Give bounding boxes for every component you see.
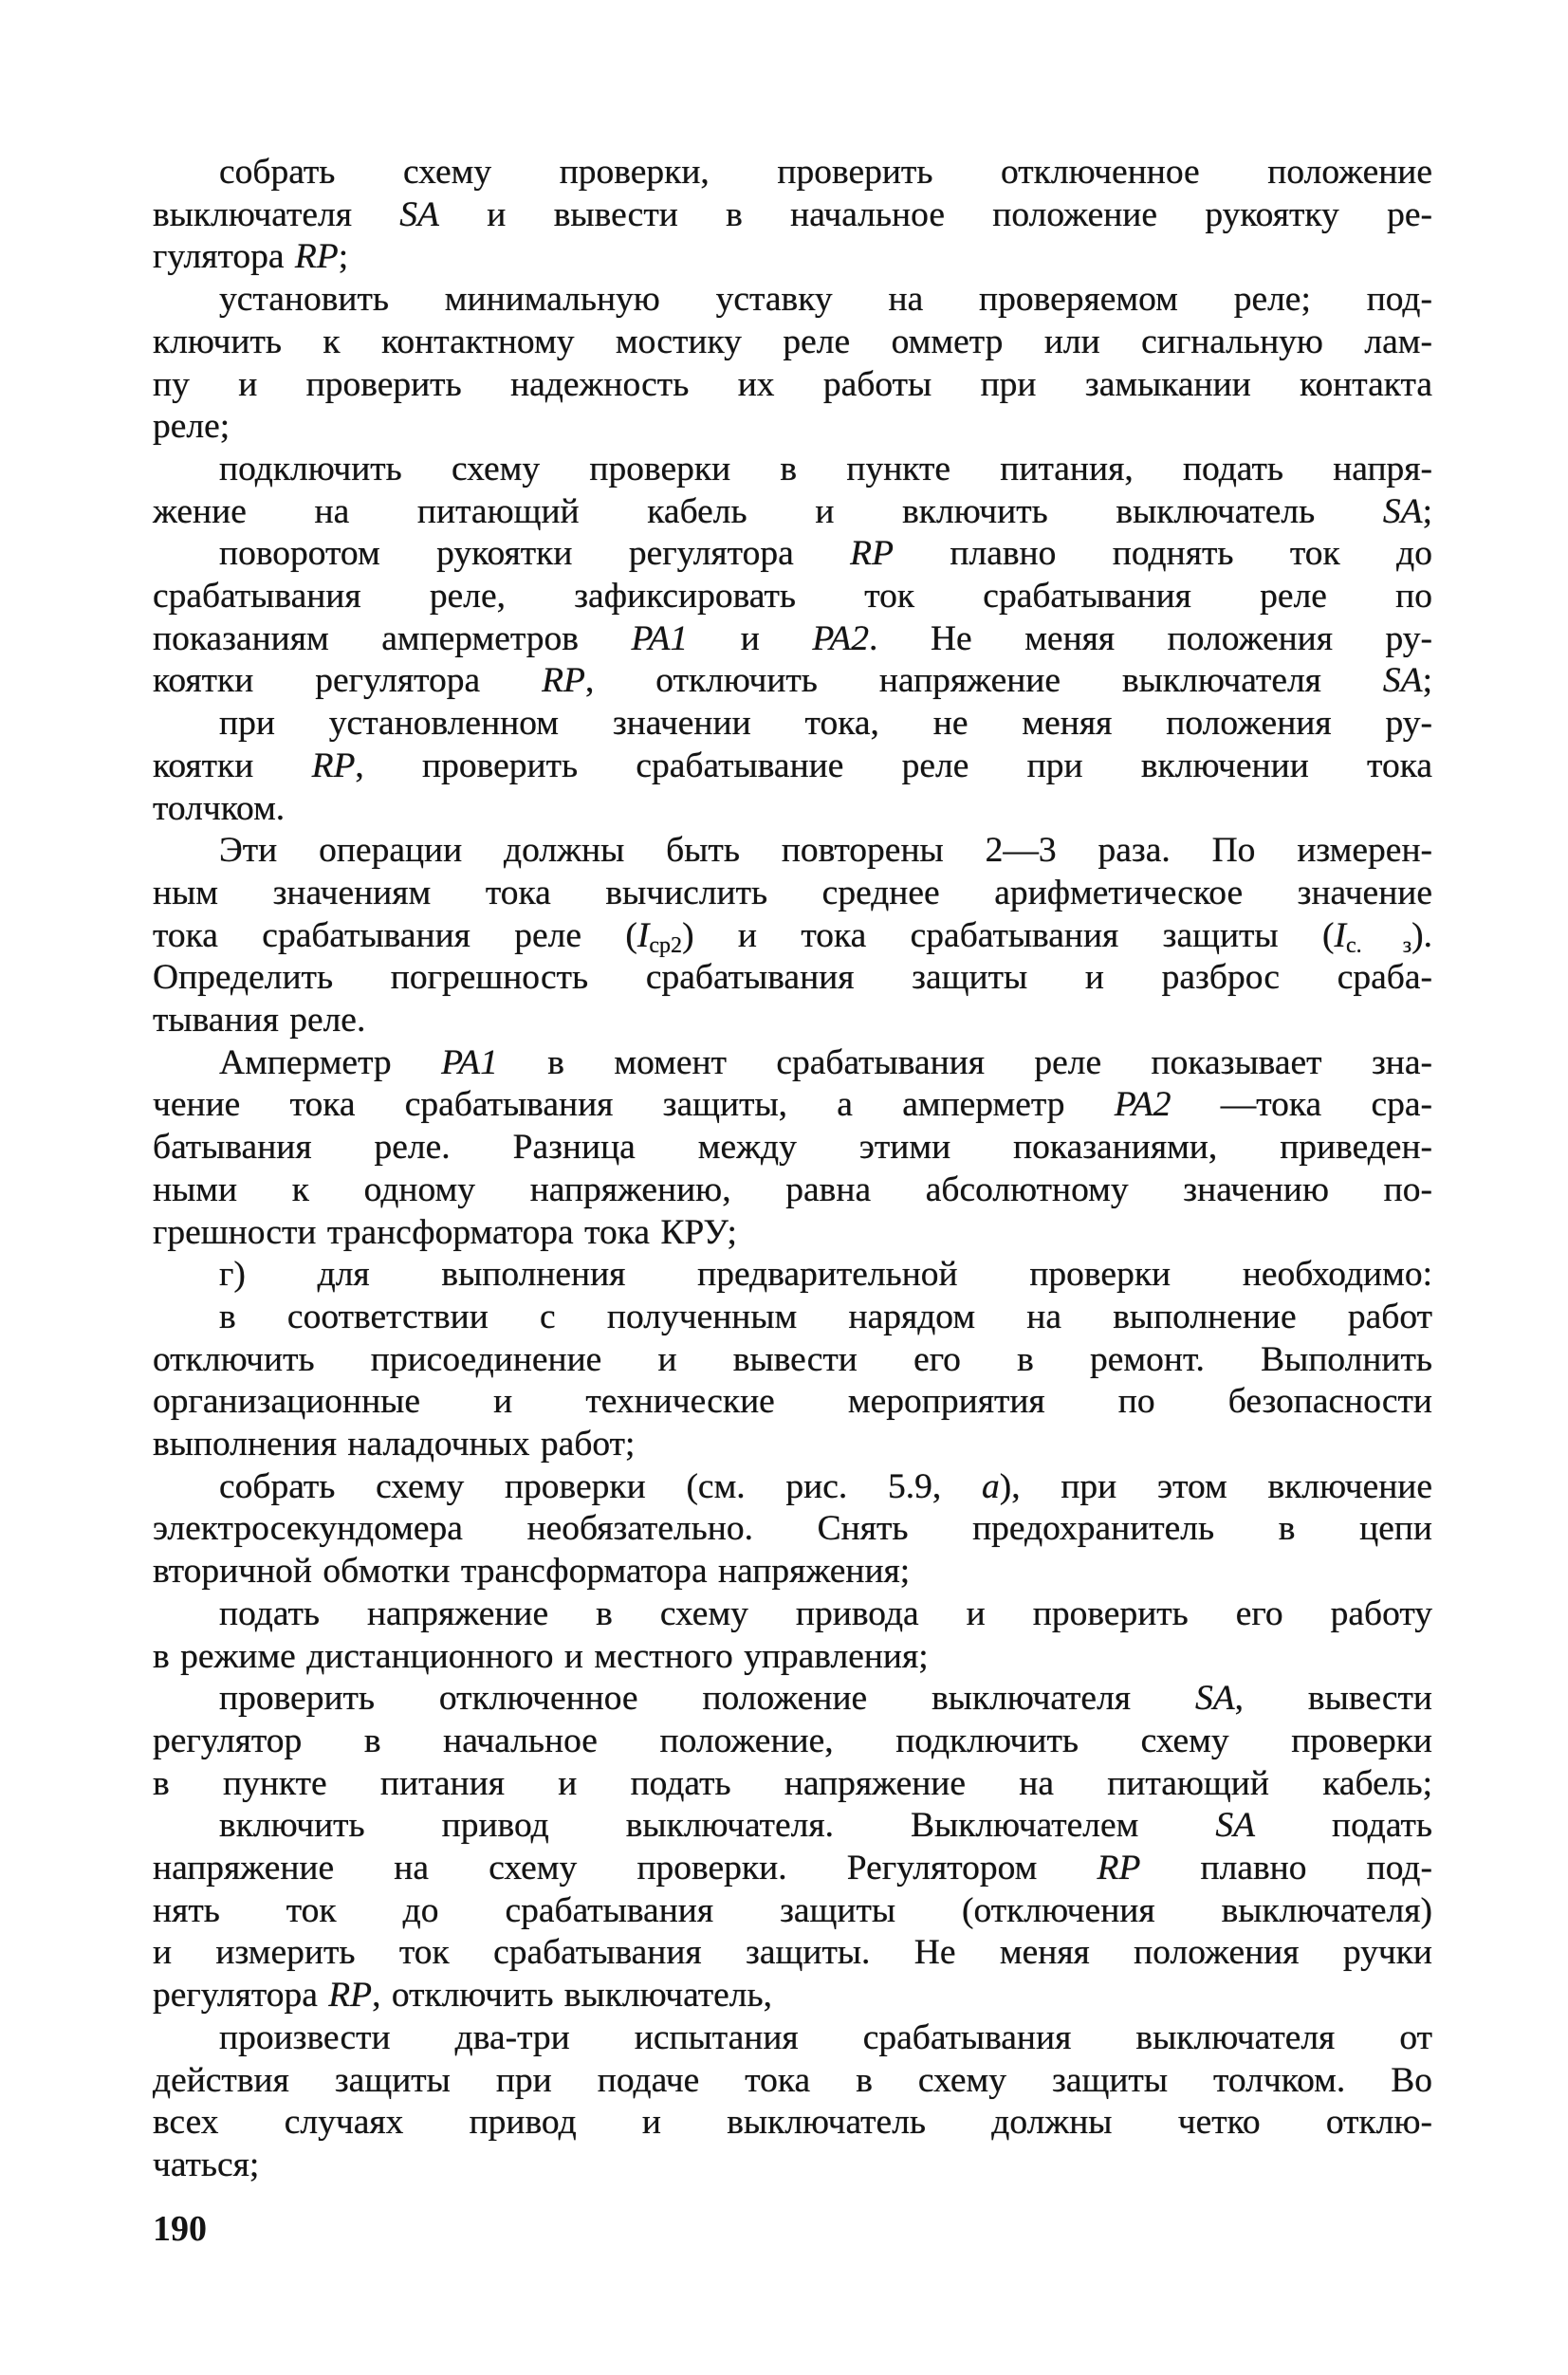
text-line: выключателя SA и вывести в начальное положение рукоятку ре-	[153, 194, 1432, 234]
italic-symbol: PA2	[1114, 1085, 1171, 1125]
text-line: срабатывания реле, зафиксировать ток срабатывания реле по	[153, 577, 1432, 616]
italic-symbol: I	[636, 915, 650, 955]
text-line: собрать схему проверки (см. рис. 5.9, а), при этом включение	[219, 1466, 1432, 1506]
text-line: в соответствии с полученным нарядом на выполнение работ	[219, 1297, 1432, 1336]
italic-symbol: PA2	[812, 618, 870, 658]
italic-symbol: RP	[542, 661, 585, 701]
text-line: собрать схему проверки, проверить отключенное положение	[219, 153, 1432, 192]
text-line: подключить схему проверки в пункте питания, подать напря-	[219, 449, 1432, 488]
text-line: организационные и технические мероприятия по безопасности	[153, 1382, 1432, 1422]
text-line: Амперметр PA1 в момент срабатывания реле показывает зна-	[219, 1042, 1432, 1082]
text-line: тока срабатывания реле $(I_{ср2})$ и тока срабатывания защиты $(I_{с. з})$.	[153, 915, 1433, 958]
italic-symbol: I	[1334, 915, 1346, 955]
subscript: ср2	[649, 932, 683, 958]
text-line: и измерить ток срабатывания защиты. Не меняя положения ручки	[153, 1933, 1432, 1973]
text-line: действия защиты при подаче тока в схему защиты толчком. Во	[153, 2060, 1432, 2100]
text-line: коятки RP, проверить срабатывание реле при включении тока	[153, 746, 1432, 785]
text-line: ными к одному напряжению, равна абсолютному значению по-	[153, 1169, 1432, 1209]
text-line: включить привод выключателя. Выключателем SA подать	[219, 1806, 1432, 1846]
italic-symbol: SA	[1382, 491, 1423, 531]
text-line: электросекундомера необязательно. Снять предохранитель в цепи	[153, 1509, 1432, 1549]
text-line: в режиме дистанционного и местного управления;	[153, 1636, 929, 1676]
text-line: регулятора RP, отключить выключатель,	[153, 1976, 772, 2016]
italic-symbol: SA	[1194, 1679, 1235, 1719]
text-line: нять ток до срабатывания защиты (отключения выключателя)	[153, 1890, 1432, 1930]
text-line: установить минимальную уставку на проверяемом реле; под-	[219, 280, 1432, 320]
text-line: коятки регулятора RP, отключить напряжение выключателя SA;	[153, 661, 1433, 701]
italic-symbol: SA	[1382, 661, 1423, 701]
page-number: 190	[153, 2209, 207, 2249]
italic-symbol: SA	[1215, 1806, 1256, 1846]
text-line: подать напряжение в схему привода и проверить его работу	[219, 1593, 1432, 1633]
text-line: Эти операции должны быть повторены 2—3 раза. По измерен-	[219, 831, 1432, 871]
text-line: жение на питающий кабель и включить выключатель SA;	[153, 491, 1432, 531]
italic-symbol: RP	[850, 534, 894, 574]
text-line: ключить к контактному мостику реле омметр или сигнальную лам-	[153, 322, 1432, 361]
subscript: с. з	[1346, 932, 1412, 958]
italic-symbol: а	[982, 1466, 1000, 1506]
text-line: реле;	[153, 407, 231, 447]
italic-symbol: PA1	[631, 618, 689, 658]
text-line: поворотом рукоятки регулятора RP плавно поднять ток до	[219, 534, 1432, 574]
italic-symbol: RP	[328, 1976, 373, 2016]
text-line: произвести два-три испытания срабатывания выключателя от	[219, 2017, 1432, 2057]
text-line: отключить присоединение и вывести его в ремонт. Выполнить	[153, 1339, 1432, 1379]
text-line: пу и проверить надежность их работы при замыкании контакта	[153, 364, 1432, 404]
text-line: вторичной обмотки трансформатора напряжения;	[153, 1552, 911, 1592]
italic-symbol: SA	[399, 194, 439, 234]
text-line: регулятор в начальное положение, подключить схему проверки	[153, 1721, 1432, 1760]
italic-symbol: PA1	[441, 1042, 498, 1082]
text-line: тывания реле.	[153, 1001, 366, 1040]
text-line: толчком.	[153, 788, 286, 828]
text-line: всех случаях привод и выключатель должны четко отклю-	[153, 2103, 1432, 2143]
text-line: напряжение на схему проверки. Регулятором RP плавно под-	[153, 1849, 1432, 1887]
text-line: при установленном значении тока, не меняя положения ру-	[219, 704, 1432, 744]
text-line: чение тока срабатывания защиты, а амперметр PA2 —тока сра-	[153, 1085, 1433, 1125]
text-line: выполнения наладочных работ;	[153, 1425, 636, 1464]
text-line: батывания реле. Разница между этими показаниями, приведен-	[153, 1128, 1432, 1168]
text-line: ным значениям тока вычислить среднее арифметическое значение	[153, 873, 1432, 912]
text-line: проверить отключенное положение выключателя SA, вывести	[219, 1679, 1432, 1719]
text-line: чаться;	[153, 2145, 260, 2184]
text-line: г) для выполнения предварительной проверки необходимо:	[219, 1255, 1432, 1295]
italic-symbol: RP	[311, 746, 356, 785]
text-line: гулятора RP;	[153, 237, 349, 277]
text-line: грешности трансформатора тока КРУ;	[153, 1212, 737, 1252]
italic-symbol: RP	[294, 237, 339, 277]
text-line: показаниям амперметров PA1 и PA2. Не меняя положения ру-	[153, 618, 1432, 658]
text-line: Определить погрешность срабатывания защиты и разброс сраба-	[153, 958, 1432, 998]
text-line: в пункте питания и подать напряжение на питающий кабель;	[153, 1763, 1432, 1803]
italic-symbol: RP	[1097, 1849, 1141, 1887]
